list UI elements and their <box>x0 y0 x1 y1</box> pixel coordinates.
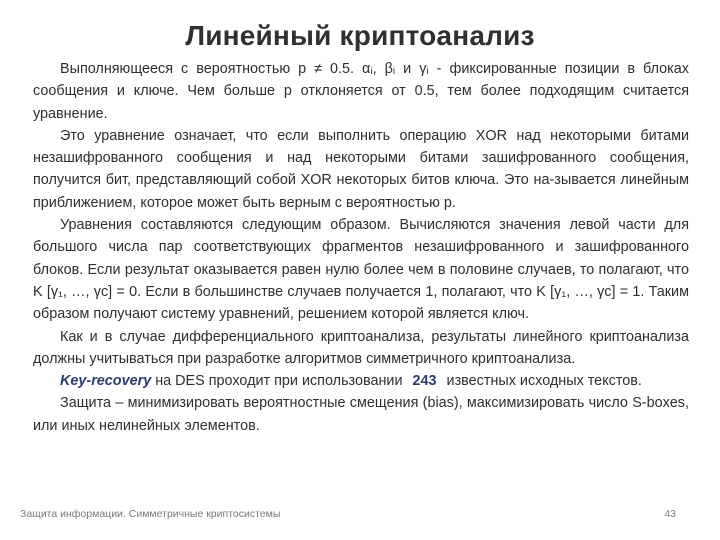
key-recovery-text-after: известных исходных текстов. <box>442 373 642 390</box>
paragraph-xor-meaning: Это уравнение означает, что если выполнить операцию XOR над некоторыми битами незашифрованного сообщения и над некоторыми битами зашифрованного сообщения, получится бит, представляющий собой XOR некоторых битов ключа. Это на-зывается линейным приближением, которое может быть верным с вероятностью p. <box>33 127 689 211</box>
key-recovery-term: Key-recovery <box>60 373 152 390</box>
paragraph-probability: Выполняющееся с вероятностью p ≠ 0.5. αᵢ, βᵢ и γᵢ - фиксированные позиции в блоках сообщения и ключе. Чем больше p отклоняется от 0.5, тем более подходящим считается уравнение. <box>33 61 689 122</box>
paragraph-differential: Как и в случае дифференциального криптоанализа, результаты линейного криптоанализа должны учитываться при разработке алгоритмов симметричного криптоанализа. <box>33 328 689 367</box>
slide-body <box>33 58 689 437</box>
slide-title: Линейный криптоанализ <box>185 20 535 51</box>
paragraph-equations: Уравнения составляются следующим образом. Вычисляются значения левой части для большого числа пар соответствующих фрагментов незашифрованного и зашифрованного блоков. Если результат оказывается равен нулю более чем в половине случаев, то полагают, что K [γ₁, …, γc] = 0. Если в большинстве случаев получается 1, полагают, что K [γ₁, …, γc] = 1. Таким образом получают систему уравнений, решением которой является ключ. <box>33 217 689 323</box>
footer-page-number: 43 <box>664 508 676 520</box>
known-texts-count: 243 <box>412 373 437 390</box>
paragraph-key-recovery <box>33 370 689 392</box>
footer-course-title: Защита информации. Симметричные криптосистемы <box>20 508 281 520</box>
paragraph-protection: Защита – минимизировать вероятностные смещения (bias), максимизировать число S-boxes, или иных нелинейных элементов. <box>33 395 689 434</box>
key-recovery-text-before: на DES проходит при использовании <box>151 373 407 390</box>
